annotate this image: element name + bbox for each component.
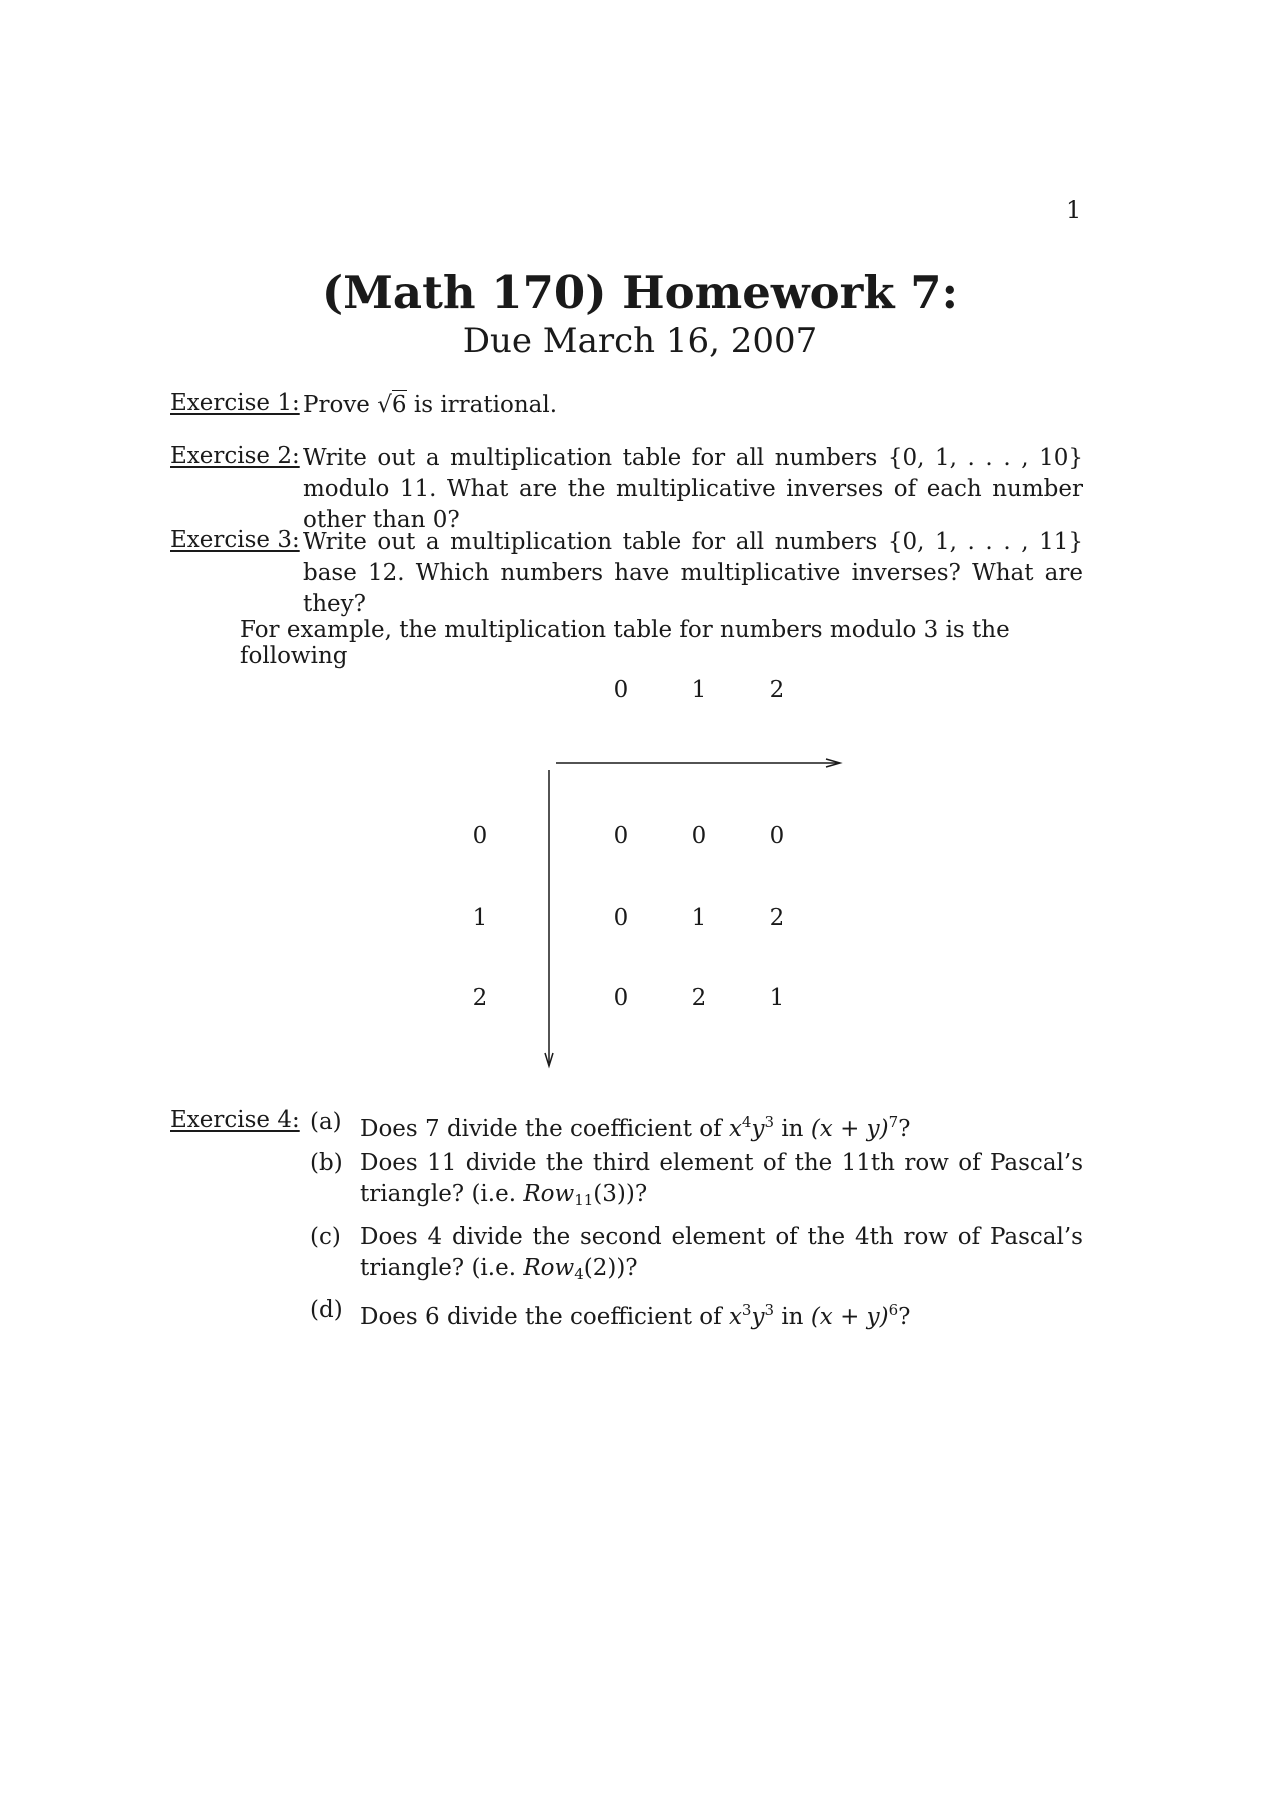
exponent: 3 bbox=[764, 1301, 775, 1319]
part-text-segment: ? bbox=[898, 1304, 911, 1330]
part-text-segment: (2))? bbox=[583, 1255, 638, 1281]
column-header: 0 bbox=[613, 677, 629, 703]
part-a-text bbox=[360, 1107, 1083, 1145]
part-text-segment: Does 6 divide the coefficient of bbox=[360, 1304, 729, 1330]
part-text-segment: in bbox=[774, 1116, 811, 1142]
math-var: y bbox=[751, 1116, 765, 1142]
example-intro: For example, the multiplication table for numbers modulo 3 is the following bbox=[240, 617, 1010, 669]
math-var: x bbox=[728, 1304, 742, 1330]
exercise-4-label: Exercise 4: bbox=[170, 1107, 300, 1133]
part-c-letter: (c) bbox=[310, 1224, 341, 1250]
exponent: 4 bbox=[741, 1113, 752, 1131]
subscript: 4 bbox=[574, 1265, 584, 1283]
exercise-3-text: Write out a multiplication table for all numbers {0, 1, . . . , 11} base 12. Which numbers have multiplicative inverses? What are they? bbox=[303, 529, 1083, 617]
part-text-segment: ? bbox=[898, 1116, 911, 1142]
table-cell: 1 bbox=[769, 985, 785, 1011]
math-var: Row bbox=[523, 1181, 575, 1207]
horizontal-arrowhead bbox=[826, 759, 840, 767]
exercise-1-text-after: is irrational. bbox=[406, 392, 558, 418]
page-number: 1 bbox=[1066, 196, 1082, 224]
part-text-segment: Does 11 divide the third element of the 11th row of Pascal’s triangle? (i.e. bbox=[360, 1150, 1083, 1207]
radical-sign: √ bbox=[377, 392, 392, 418]
row-header: 0 bbox=[472, 823, 488, 849]
radicand: 6 bbox=[391, 392, 407, 418]
table-cell: 0 bbox=[613, 823, 629, 849]
column-header: 2 bbox=[769, 677, 785, 703]
table-cell: 0 bbox=[691, 823, 707, 849]
part-d-letter: (d) bbox=[310, 1297, 343, 1323]
table-cell: 1 bbox=[691, 905, 707, 931]
table-cell: 0 bbox=[613, 985, 629, 1011]
exercise-1-label: Exercise 1: bbox=[170, 390, 300, 416]
exponent: 3 bbox=[741, 1301, 752, 1319]
table-cell: 2 bbox=[691, 985, 707, 1011]
part-b-text bbox=[360, 1148, 1083, 1216]
page-title: (Math 170) Homework 7: bbox=[321, 266, 959, 319]
exercise-3-label: Exercise 3: bbox=[170, 527, 300, 553]
exercise-1-text bbox=[303, 390, 1083, 421]
column-header: 1 bbox=[691, 677, 707, 703]
table-cell: 2 bbox=[769, 905, 785, 931]
part-text-segment: Does 7 divide the coefficient of bbox=[360, 1116, 729, 1142]
due-date: Due March 16, 2007 bbox=[462, 321, 818, 361]
table-cell: 0 bbox=[613, 905, 629, 931]
table-cell: 0 bbox=[769, 823, 785, 849]
math-var: x bbox=[728, 1116, 742, 1142]
exercise-2-text: Write out a multiplication table for all numbers {0, 1, . . . , 10} modulo 11. What are the multiplicative inverses of each number other than 0? bbox=[303, 445, 1083, 533]
part-text-segment: (3))? bbox=[593, 1181, 648, 1207]
subscript: 11 bbox=[574, 1191, 594, 1209]
part-b-letter: (b) bbox=[310, 1150, 343, 1176]
row-header: 2 bbox=[472, 985, 488, 1011]
exponent: 3 bbox=[764, 1113, 775, 1131]
part-d-text bbox=[360, 1295, 1083, 1333]
vertical-arrowhead bbox=[545, 1053, 553, 1066]
exercise-2-label: Exercise 2: bbox=[170, 443, 300, 469]
exercise-1-text-before: Prove bbox=[303, 392, 378, 418]
part-a-letter: (a) bbox=[310, 1109, 342, 1135]
part-text-segment: in bbox=[774, 1304, 811, 1330]
math-expr: (x + y) bbox=[810, 1304, 889, 1330]
exponent: 6 bbox=[888, 1301, 899, 1319]
math-var: y bbox=[751, 1304, 765, 1330]
exponent: 7 bbox=[888, 1113, 899, 1131]
part-c-text bbox=[360, 1222, 1083, 1290]
math-expr: (x + y) bbox=[810, 1116, 889, 1142]
part-text-segment: Does 4 divide the second element of the 4th row of Pascal’s triangle? (i.e. bbox=[360, 1224, 1083, 1281]
math-var: Row bbox=[523, 1255, 575, 1281]
row-header: 1 bbox=[472, 905, 488, 931]
